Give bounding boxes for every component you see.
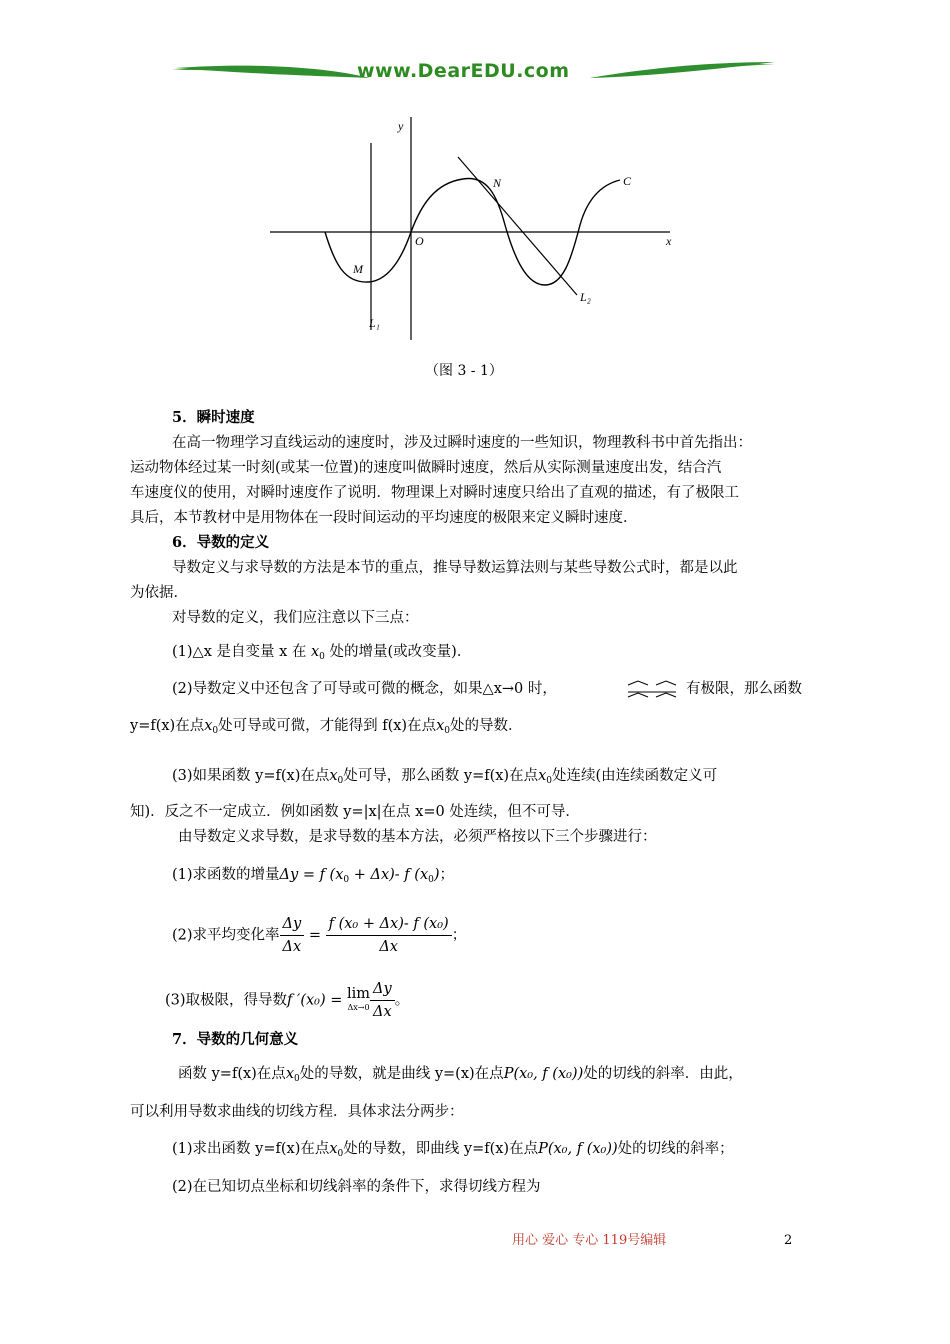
label-n: N — [493, 176, 502, 190]
section-7-p1-line-1: 函数 y=f(x)在点$x_0$处的导数，就是曲线 y=(x)在点P(x₀, f (x₀))处的切线的斜率．由此， — [178, 1066, 743, 1084]
section-6-p1-line-1: 导数定义与求导数的方法是本节的重点，推导导数运算法则与某些导数公式时，都是以此 — [172, 560, 738, 576]
section-7-heading: 7．导数的几何意义 — [172, 1031, 299, 1048]
label-m: M — [353, 262, 363, 276]
point-3-line-2: 知)．反之不一定成立．例如函数 y=|x|在点 x=0 处连续，但不可导． — [130, 804, 580, 820]
right-swoosh-thick — [590, 62, 775, 78]
label-l2: L₂ — [580, 290, 591, 304]
footer-slogan: 用心 爱心 专心 119号编辑 — [512, 1233, 667, 1248]
figure-caption: （图 3 - 1） — [425, 363, 503, 379]
dy-dx-ratio-symbol — [626, 679, 678, 699]
section-5-line-4: 具后，本节教材中是用物体在一段时间运动的平均速度的极限来定义瞬时速度． — [130, 510, 638, 526]
label-y: y — [398, 119, 404, 133]
left-swoosh-thick — [175, 66, 370, 78]
section-6-p1-line-2: 为依据． — [130, 585, 188, 601]
point-2-line-1: (2)导数定义中还包含了可导或可微的概念，如果△x→0 时， — [172, 681, 557, 697]
label-o: O — [415, 234, 424, 248]
section-7-item-2: (2)在已知切点坐标和切线斜率的条件下，求得切线方程为 — [172, 1179, 541, 1195]
section-6-p3: 由导数定义求导数，是求导数的基本方法，必须严格按以下三个步骤进行： — [178, 829, 657, 845]
step-1: (1)求函数的增量Δy = f $(x_0 + \Delta x)-$ f $(x_0)$； — [172, 867, 455, 885]
point-2-line-1-end: 有极限，那么函数 — [686, 681, 802, 697]
section-6-p2: 对导数的定义，我们应注意以下三点： — [172, 610, 419, 626]
page-number: 2 — [784, 1233, 793, 1248]
label-c: C — [623, 174, 632, 188]
section-7-p1-line-2: 可以利用导数求曲线的切线方程．具体求法分两步： — [130, 1104, 464, 1120]
section-5-line-2: 运动物体经过某一时刻(或某一位置)的速度叫做瞬时速度，然后从实际测量速度出发，结合汽 — [130, 460, 722, 476]
step-2: (2)求平均变化率 $\frac{\Delta y}{\Delta x}$ = $\frac{\text{f (x₀ + Δx)- f (x₀)}}{\Delta x}$ ； — [172, 913, 466, 958]
header-logo-text[interactable]: www.DearEDU.com — [357, 60, 570, 82]
section-7-item-1: (1)求出函数 y=f(x)在点$x_0$处的导数，即曲线 y=f(x)在点P(x₀, f (x₀))处的切线的斜率； — [172, 1141, 734, 1159]
line-l2 — [458, 157, 577, 295]
label-x: x — [666, 234, 672, 248]
label-l1: L₁ — [369, 316, 380, 330]
section-5-line-1: 在高一物理学习直线运动的速度时，涉及过瞬时速度的一些知识，物理教科书中首先指出： — [172, 435, 752, 451]
section-6-heading: 6．导数的定义 — [172, 534, 270, 551]
section-5-line-3: 车速度仪的使用，对瞬时速度作了说明．物理课上对瞬时速度只给出了直观的描述，有了极限工 — [130, 485, 739, 501]
step-3: (3)取极限，得导数f ′(x₀) = lim Δx→0 $\frac{\Delta y}{\Delta x}$ 。 — [165, 978, 409, 1023]
section-5-heading: 5．瞬时速度 — [172, 409, 255, 426]
point-1: (1)△x 是自变量 x 在 $x_0$ 处的增量(或改变量)． — [172, 644, 472, 662]
point-3-line-1: (3)如果函数 y=f(x)在点$x_0$处可导，那么函数 y=f(x)在点$x_0$处连续(由连续函数定义可 — [172, 768, 718, 786]
point-2-line-2: y=f(x)在点$x_0$处可导或可微，才能得到 f(x)在点$x_0$处的导数． — [130, 718, 523, 736]
figure-3-1 — [265, 115, 685, 345]
